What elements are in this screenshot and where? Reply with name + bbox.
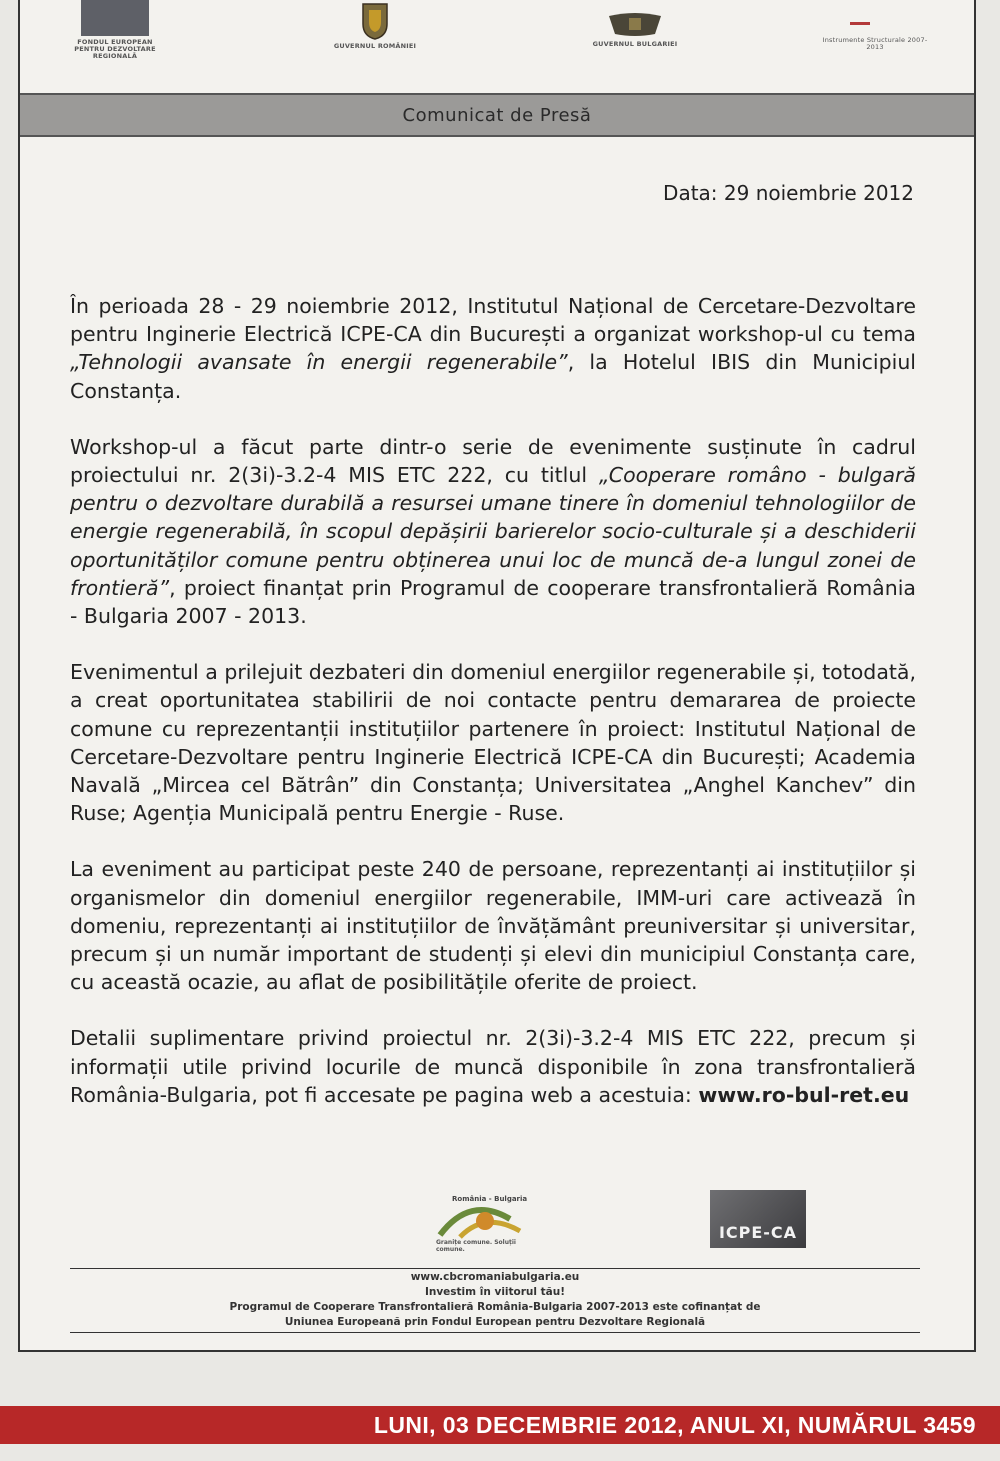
project-title: „Cooperare româno - bulgară pentru o dezvoltare durabilă a resursei umane tinere în domeniul tehnologiilor de energie regenerabilă, în scopul depășirii barierelor socio-culturale și a deschiderii oportunităților comune pentru obținerea unui loc de muncă de-a lungul zonei de frontieră” [70,463,916,600]
footer-url[interactable]: www.cbcromaniabulgaria.eu [410,1271,580,1283]
bulgaria-crest-icon [605,12,665,38]
paragraph-2-text-b: , proiect finanțat prin Programul de cooperare transfrontalieră România - Bulgaria 2007 - 2013. [70,575,916,629]
release-date: Data: 29 noiembrie 2012 [663,181,914,205]
paragraph-2 [70,433,916,630]
romania-bulgaria-logo [430,1191,540,1253]
footer-rule-top [70,1268,920,1269]
logo-guvernul-bulgariei [580,12,690,48]
logo-guvernul-romaniei-caption: GUVERNUL ROMÂNIEI [333,42,417,50]
structural-instruments-icon [850,22,870,25]
workshop-theme: „Tehnologii avansate în energii regenerabile” [70,350,568,375]
romania-crest-icon [355,2,395,40]
footer-slogan: Investim în viitorul tău! [424,1286,566,1298]
icpe-ca-logo: ICPE-CA [710,1190,806,1248]
footer-line-1: Programul de Cooperare Transfrontalieră România-Bulgaria 2007-2013 este cofinanțat de [229,1301,761,1313]
paragraph-5-text: Detalii suplimentare privind proiectul nr. 2(3i)-3.2-4 MIS ETC 222, precum și informații utile privind locurile de muncă disponibile în zona transfrontalieră România-Bulgaria, pot fi accesate pe pagina web a acestuia: [70,1026,916,1107]
logo-fedr [65,0,165,60]
logo-instrumente-caption: Instrumente Structurale 2007-2013 [822,36,928,51]
paragraph-1-text-a: În perioada 28 - 29 noiembrie 2012, Institutul Național de Cercetare-Dezvoltare pentru Inginerie Electrică ICPE-CA din București a organizat workshop-ul cu tema [70,294,916,347]
paragraph-1 [70,292,916,405]
press-release-banner: Comunicat de Presă [20,93,974,137]
rb-logo-caption: Granițe comune. Soluții comune. [436,1239,516,1253]
paragraph-3: Evenimentul a prilejuit dezbateri din domeniul energiilor regenerabile și, totodată, a creat oportunitatea stabilirii de noi contacte pentru demararea de proiecte comune cu reprezentanții instituțiilor partenere în proiect: Institutul Național de Cercetare-Dezvoltare pentru Inginerie Electrică ICPE-CA din București; Academia Navală „Mircea cel Bătrân” din Constanța; Universitatea „Anghel Kanchev” din Ruse; Agenția Municipală pentru Energie - Ruse. [70,660,916,826]
logo-guvernul-romaniei [310,2,440,50]
eu-flag-icon [81,0,149,36]
rb-logo-title: România - Bulgaria [452,1195,528,1203]
romania-bulgaria-icon [430,1191,540,1243]
partner-logos [20,1185,978,1265]
footer-rule-bottom [70,1332,920,1333]
paragraph-1-text-b: , la Hotelul IBIS din Municipiul Constanța. [70,350,917,403]
paragraph-4: La eveniment au participat peste 240 de persoane, reprezentanți ai instituțiilor și organismelor din domeniul energiilor regenerabile, IMM-uri care activează în domeniu, reprezentanți ai instituțiilor de învățământ preuniversitar și universitar, precum și un număr important de studenți și elevi din municipiul Constanța care, cu această ocazie, au aflat de posibilitățile oferite de proiect. [70,857,916,995]
footer-line-2: Uniunea Europeană prin Fondul European pentru Dezvoltare Regională [284,1316,706,1328]
logo-instrumente-structurale [820,22,930,51]
logo-guvernul-bulgariei-caption: GUVERNUL BULGARIEI [592,40,678,48]
release-body [70,292,916,1137]
program-footer [70,1270,920,1330]
paragraph-5 [70,1024,916,1109]
header-logos [20,0,978,90]
logo-fedr-caption: FONDUL EUROPEAN PENTRU DEZVOLTARE REGIONALĂ [74,38,156,60]
newspaper-masthead-bar: LUNI, 03 DECEMBRIE 2012, ANUL XI, NUMĂRUL 3459 [0,1406,1000,1444]
paragraph-2-text-a: Workshop-ul a făcut parte dintr-o serie de evenimente susținute în cadrul proiectului nr. 2(3i)-3.2-4 MIS ETC 222, cu titlul [70,434,916,488]
project-website-link[interactable]: www.ro-bul-ret.eu [698,1082,910,1107]
press-release-sheet [18,0,976,1352]
